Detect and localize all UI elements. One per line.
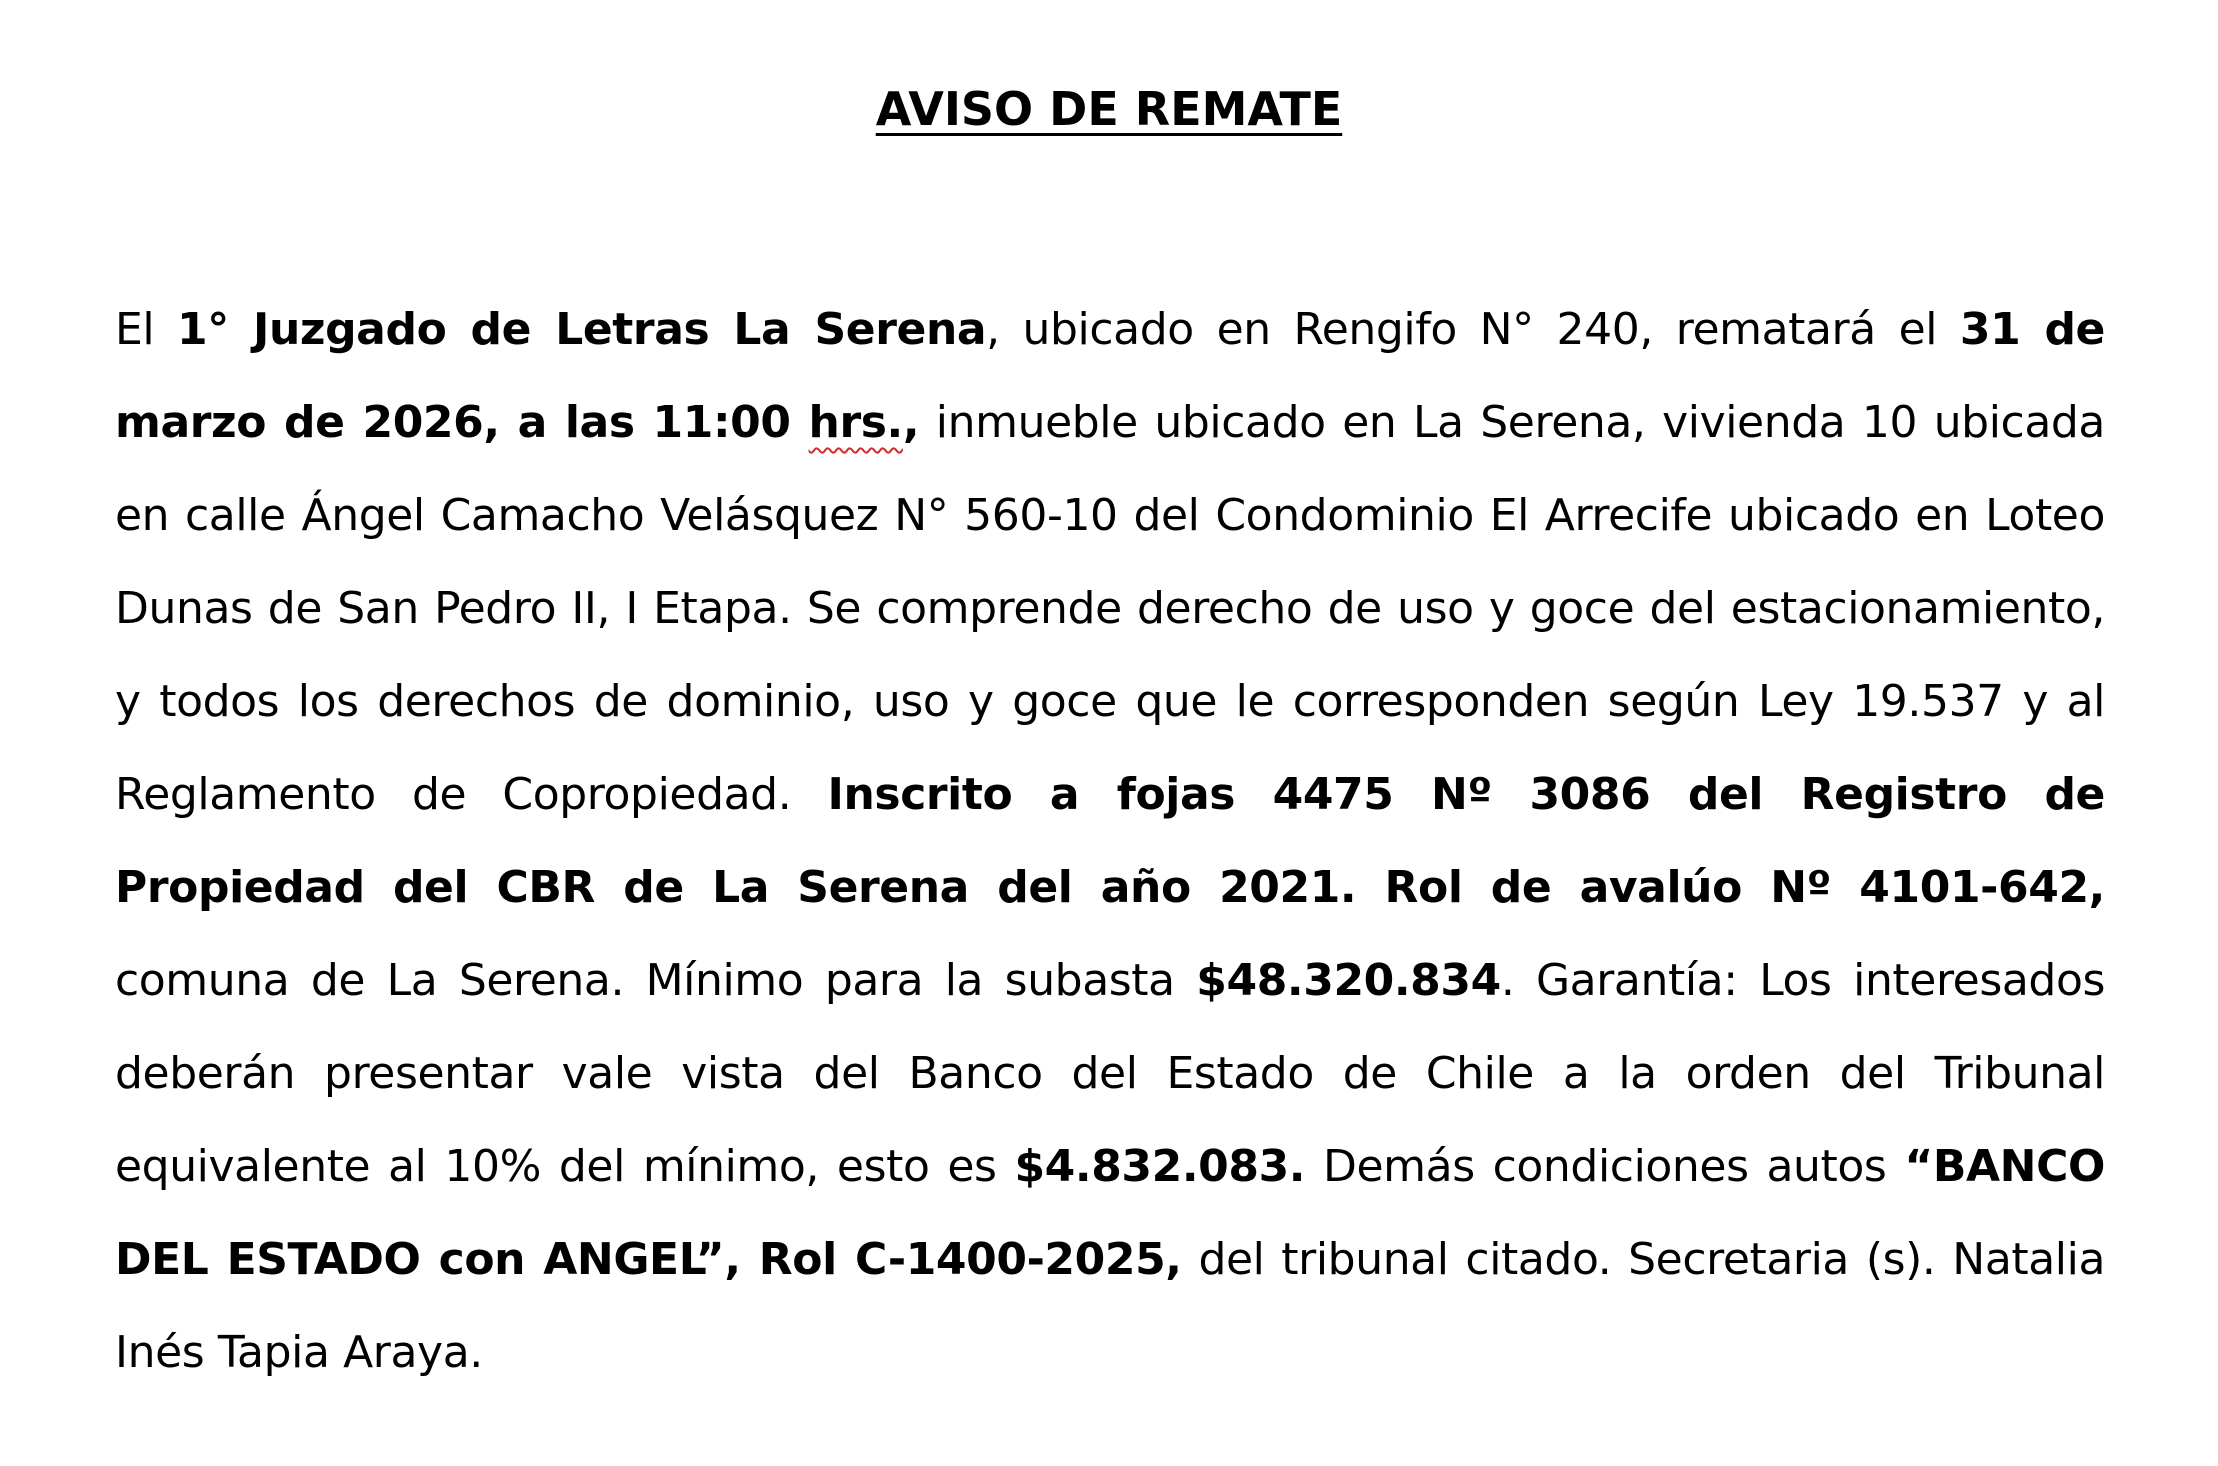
court-name: 1° Juzgado de Letras La Serena [177,304,987,355]
auction-date-text: 31 de marzo de 2026, a las 11:00 [115,304,2106,448]
property-description: inmueble ubicado en La Serena, vivienda 10 ubicada en calle Ángel Camacho Velásquez N° 560-10 del Condominio El Arrecife ubicado en Loteo Dunas de San Pedro II, I Etapa. Se comprende derecho de uso y goce del estacionamiento, y todos los derechos de dominio, uso y goce que le corresponden según Ley 19.537 y al Reglamento de Copropiedad. [115,397,2105,820]
secretary-signature-line: del tribunal citado. Secretaria (s). Natalia Inés Tapia Araya. [115,1234,2106,1378]
minimum-bid-amount: $48.320.834 [1196,955,1501,1006]
notice-title [0,74,2218,144]
registry-inscription: Inscrito a fojas 4475 Nº 3086 del Registro de Propiedad del CBR de La Serena del año 2021. Rol de avalúo Nº 4101-642, [115,769,2105,913]
text-run-conditions: Demás condiciones autos [1305,1141,1905,1192]
spellcheck-flag-hrs: hrs. [808,397,903,448]
notice-body [115,283,2105,1399]
auction-date-comma: , [902,397,920,448]
guarantee-text: . Garantía: Los interesados deberán presentar vale vista del Banco del Estado de Chile a la orden del Tribunal equivalente al 10% del mínimo, esto es [115,955,2106,1192]
case-reference: “BANCO DEL ESTADO con ANGEL”, Rol C-1400-2025, [115,1141,2105,1285]
text-run-address: , ubicado en Rengifo N° 240, rematará el [986,304,1960,355]
text-run-minimum: comuna de La Serena. Mínimo para la subasta [115,955,1197,1006]
guarantee-amount: $4.832.083. [1014,1141,1306,1192]
text-run-intro: El [115,304,178,355]
notice-title-text: AVISO DE REMATE [875,82,1343,136]
